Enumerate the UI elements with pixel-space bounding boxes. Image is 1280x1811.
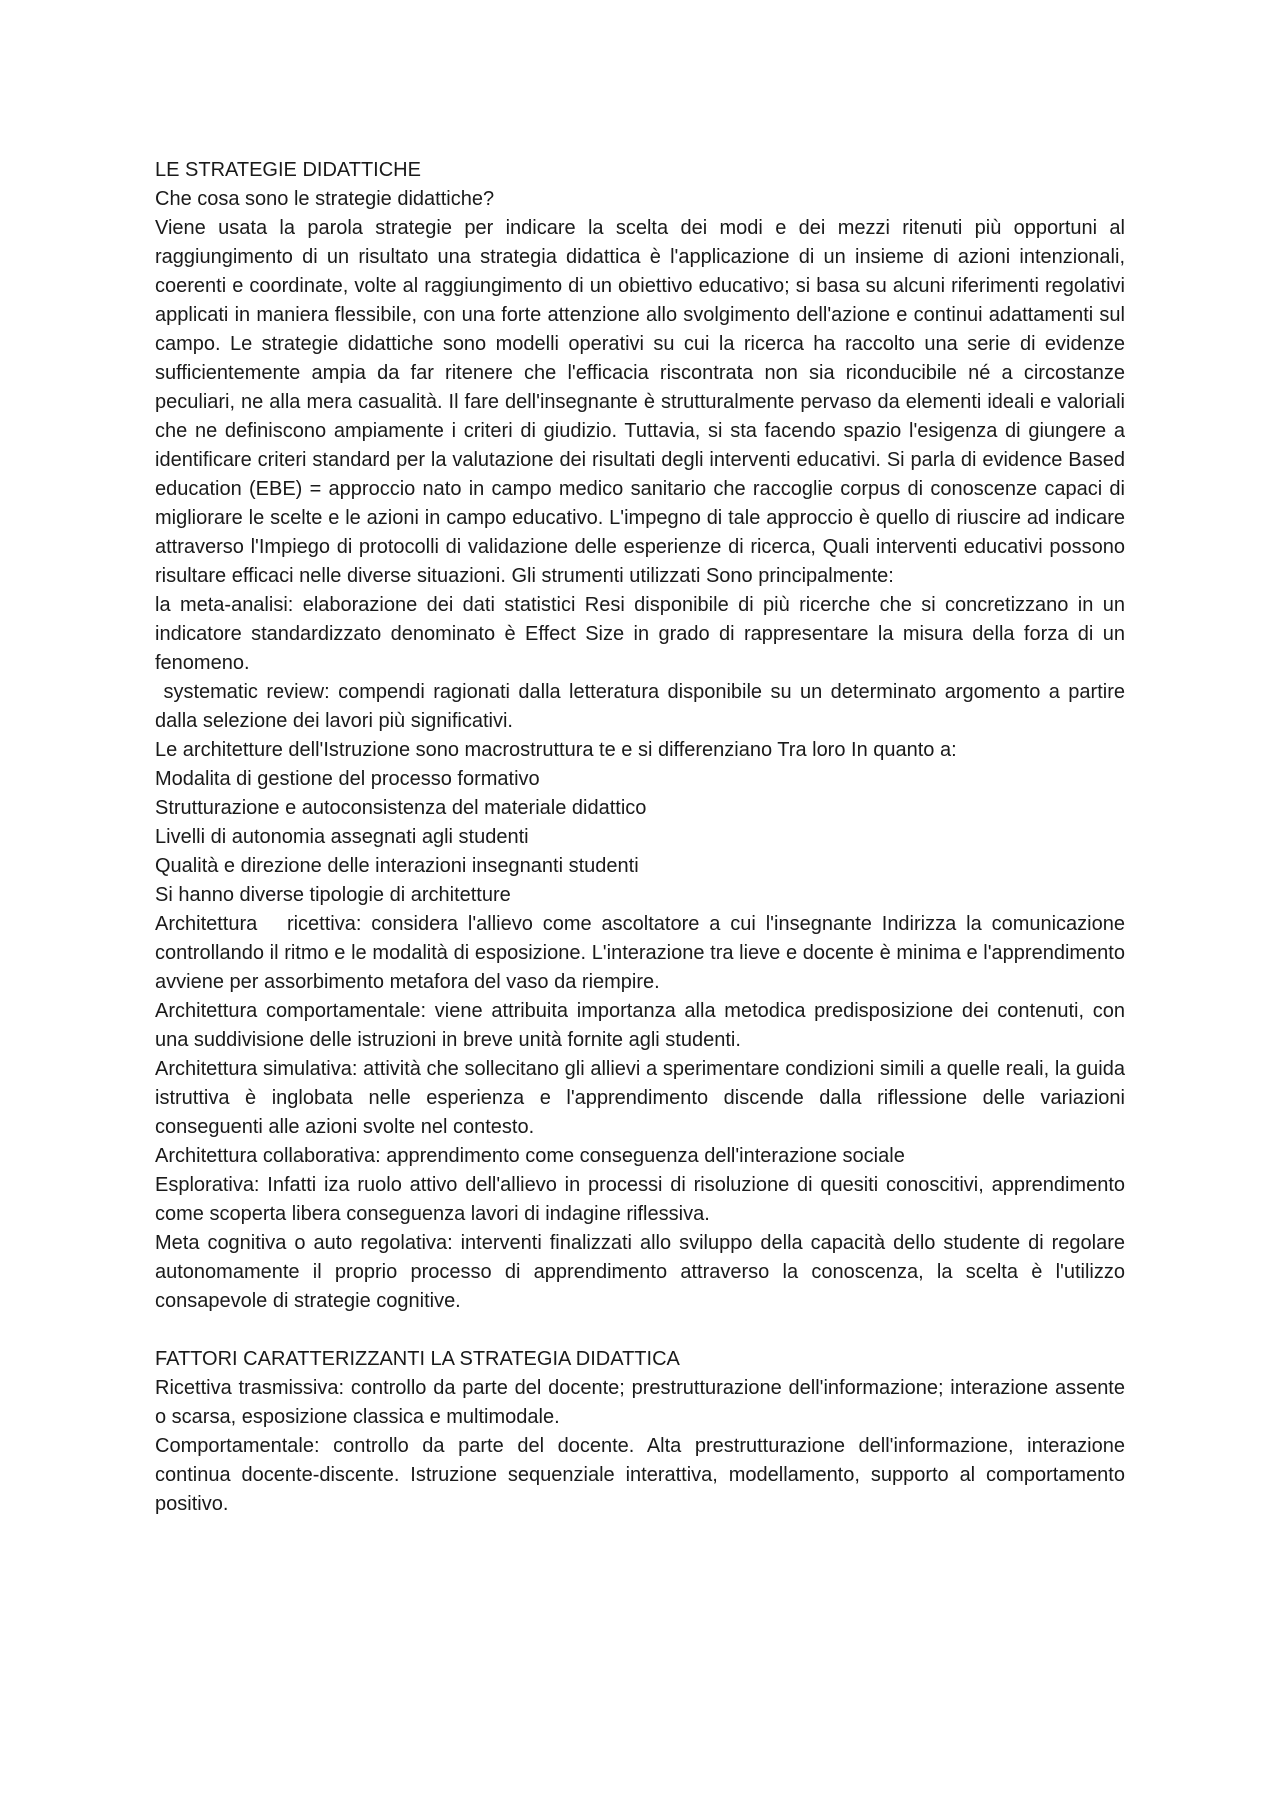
esplorativa-paragraph: Esplorativa: Infatti iza ruolo attivo dell'allievo in processi di risoluzione di quesiti conoscitivi, apprendimento come scoperta libera conseguenza lavori di indagine riflessiva. — [155, 1174, 1125, 1225]
ricettiva-trasmissiva-paragraph: Ricettiva trasmissiva: controllo da parte del docente; prestrutturazione dell'informazione; interazione assente o scarsa, esposizione classica e multimodale. — [155, 1377, 1125, 1428]
section-title: LE STRATEGIE DIDATTICHE — [155, 159, 421, 181]
architettura-ricettiva-paragraph: Architettura ricettiva: considera l'allievo come ascoltatore a cui l'insegnante Indirizza la comunicazione controllando il ritmo e le modalità di esposizione. L'interazione tra lieve e docente è minima e l'apprendimento avviene per assorbimento metafora del vaso da riempire. — [155, 913, 1131, 993]
list-item: Qualità e direzione delle interazioni insegnanti studenti — [155, 855, 639, 877]
architettura-simulativa-paragraph: Architettura simulativa: attività che sollecitano gli allievi a sperimentare condizioni simili a quelle reali, la guida istruttiva è inglobata nelle esperienza e l'apprendimento discende dalla riflessione delle variazioni conseguenti alle azioni svolte nel contesto. — [155, 1058, 1125, 1138]
architettura-comportamentale-paragraph: Architettura comportamentale: viene attribuita importanza alla metodica predisposizione dei contenuti, con una suddivisione delle istruzioni in breve unità fornite agli studenti. — [155, 1000, 1125, 1051]
architettura-collaborativa-paragraph: Architettura collaborativa: apprendimento come conseguenza dell'interazione sociale — [155, 1145, 905, 1167]
meta-analisi-paragraph: la meta-analisi: elaborazione dei dati statistici Resi disponibile di più ricerche che si concretizzano in un indicatore standardizzato denominato è Effect Size in grado di rappresentare la misura della forza di un fenomeno. — [155, 594, 1125, 674]
section-question: Che cosa sono le strategie didattiche? — [155, 188, 495, 210]
list-item: Modalita di gestione del processo formativo — [155, 768, 540, 790]
metacognitiva-paragraph: Meta cognitiva o auto regolativa: interventi finalizzati allo sviluppo della capacità dello studente di regolare autonomamente il proprio processo di apprendimento attraverso la conoscenza, la scelta è l'utilizzo consapevole di strategie cognitive. — [155, 1232, 1125, 1312]
list-item: Si hanno diverse tipologie di architetture — [155, 884, 511, 906]
comportamentale-paragraph: Comportamentale: controllo da parte del docente. Alta prestrutturazione dell'informazione, interazione continua docente-discente. Istruzione sequenziale interattiva, modellamento, supporto al comportamento positivo. — [155, 1435, 1125, 1515]
systematic-review-paragraph: systematic review: compendi ragionati dalla letteratura disponibile su un determinato argomento a partire dalla selezione dei lavori più significativi. — [155, 681, 1131, 732]
intro-paragraph: Viene usata la parola strategie per indicare la scelta dei modi e dei mezzi ritenuti più opportuni al raggiungimento di un risultato una strategia didattica è l'applicazione di un insieme di azioni intenzionali, coerenti e coordinate, volte al raggiungimento di un obiettivo educativo; si basa su alcuni riferimenti regolativi applicati in maniera flessibile, con una forte attenzione allo svolgimento dell'azione e continui adattamenti sul campo. Le strategie didattiche sono modelli operativi su cui la ricerca ha raccolto una serie di evidenze sufficientemente ampia da far ritenere che l'efficacia riscontrata non sia riconducibile né a circostanze peculiari, ne alla mera casualità. Il fare dell'insegnante è strutturalmente pervaso da elementi ideali e valoriali che ne definiscono ampiamente i criteri di giudizio. Tuttavia, si sta facendo spazio l'esigenza di giungere a identificare criteri standard per la valutazione dei risultati degli interventi educativi. Si parla di evidence Based education (EBE) = approccio nato in campo medico sanitario che raccoglie corpus di conoscenze capaci di migliorare le scelte e le azioni in campo educativo. L'impegno di tale approccio è quello di riuscire ad indicare attraverso l'Impiego di protocolli di validazione delle esperienze di ricerca, Quali interventi educativi possono risultare efficaci nelle diverse situazioni. Gli strumenti utilizzati Sono principalmente: — [155, 217, 1125, 587]
architetture-intro: Le architetture dell'Istruzione sono macrostruttura te e si differenziano Tra loro In quanto a: — [155, 739, 957, 761]
paragraph-gap — [155, 1316, 1125, 1345]
document-page — [155, 156, 1131, 1519]
list-item: Strutturazione e autoconsistenza del materiale didattico — [155, 797, 647, 819]
section2-title: FATTORI CARATTERIZZANTI LA STRATEGIA DIDATTICA — [155, 1348, 680, 1370]
list-item: Livelli di autonomia assegnati agli studenti — [155, 826, 529, 848]
